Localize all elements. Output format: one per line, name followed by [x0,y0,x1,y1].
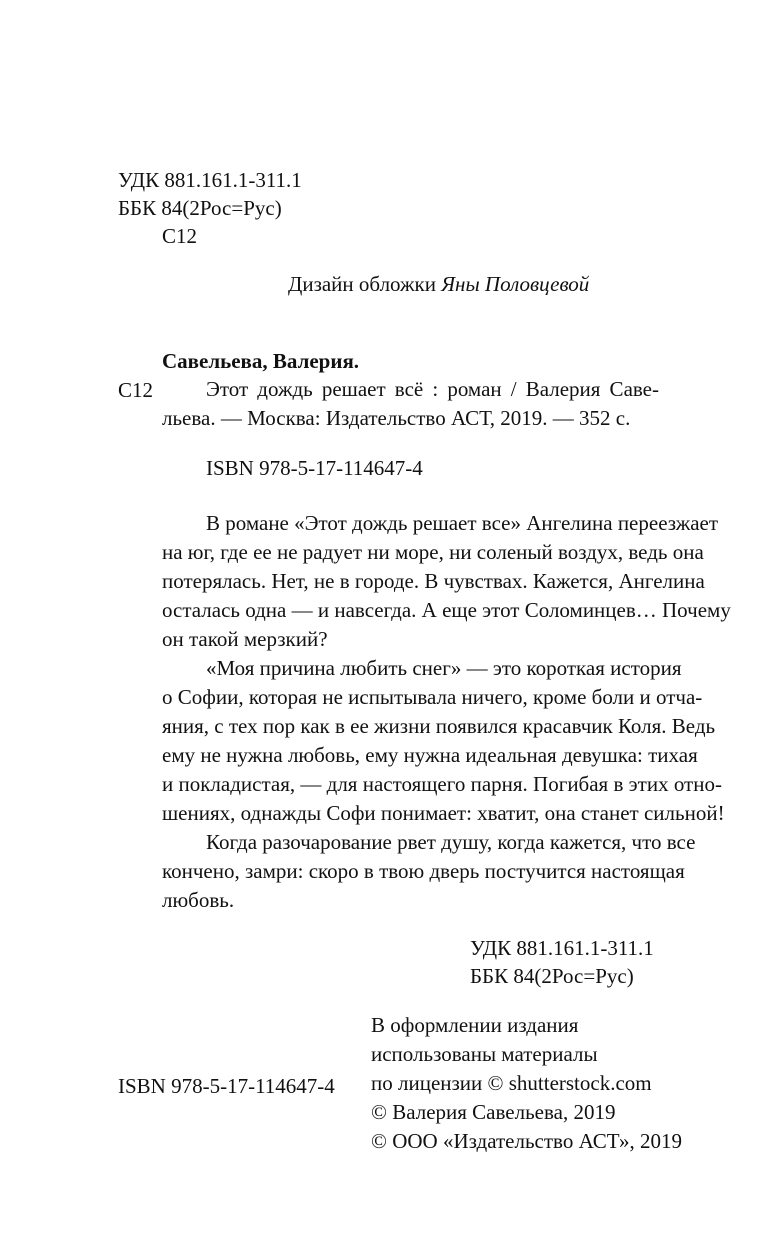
annotation-line: он такой мерзкий? [162,627,328,651]
imprint-line: по лицензии © shutterstock.com [371,1071,652,1095]
annotation-line: «Моя причина любить снег» — это короткая история [206,656,682,680]
annotation-paragraph-2-first [206,654,680,683]
annotation-line: Когда разочарование рвет душу, когда кажется, что все [206,830,696,854]
annotation-line: на юг, где ее не радует ни море, ни соленый воздух, ведь она [162,540,704,564]
annotation-line: кончено, замри: скоро в твою дверь постучится настоящая [162,859,685,883]
catalog-isbn: ISBN 978-5-17-114647-4 [206,456,423,480]
imprint-line: использованы материалы [371,1042,598,1066]
annotation-line: о Софии, которая не испытывала ничего, кроме боли и отча- [162,685,703,709]
bbk-code: ББК 84(2Рос=Рус) [118,196,282,220]
description-line: Этот дождь решает всё : роман / Валерия Саве- [206,377,659,401]
annotation-line: и покладистая, — для настоящего парня. Погибая в этих отно- [162,772,722,796]
annotation-paragraph-1 [162,538,731,654]
annotation-line: ему не нужна любовь, ему нужна идеальная девушка: тихая [162,743,698,767]
annotation-paragraph-1-first [206,509,719,538]
design-credit-prefix: Дизайн обложки [288,272,442,296]
imprint-line: В оформлении издания [371,1013,579,1037]
design-credit [288,270,589,298]
annotation-line: осталась одна — и навсегда. А еще этот Соломинцев… Почему [162,598,731,622]
bbk-code-repeat: ББК 84(2Рос=Рус) [470,964,634,988]
annotation-paragraph-3-first [206,828,696,857]
bibliographic-description-cont [162,404,659,433]
author-mark: С12 [162,224,198,248]
annotation-line: шениях, однажды Софи понимает: хватит, она станет сильной! [162,801,725,825]
annotation-line: потерялась. Нет, не в городе. В чувствах. Кажется, Ангелина [162,569,705,593]
annotation-line: любовь. [162,888,235,912]
bibliographic-description [206,375,659,404]
imprint-line: © Валерия Савельева, 2019 [371,1100,616,1124]
imprint-block [371,1011,682,1156]
catalog-author-mark: С12 [118,378,154,402]
imprint-line: © ООО «Издательство АСТ», 2019 [371,1129,682,1153]
annotation-line: В романе «Этот дождь решает все» Ангелина переезжает [206,511,719,535]
author-heading: Савельева, Валерия. [162,349,360,373]
annotation-line: яния, с тех пор как в ее жизни появился красавчик Коля. Ведь [162,714,716,738]
udk-code: УДК 881.161.1-311.1 [118,168,302,192]
description-line: льева. — Москва: Издательство АСТ, 2019. — 352 с. [162,406,631,430]
annotation-paragraph-3 [162,857,685,915]
footer-isbn: ISBN 978-5-17-114647-4 [118,1074,335,1098]
designer-name: Яны Половцевой [441,272,590,296]
annotation-paragraph-2 [162,683,725,828]
udk-code-repeat: УДК 881.161.1-311.1 [470,936,654,960]
